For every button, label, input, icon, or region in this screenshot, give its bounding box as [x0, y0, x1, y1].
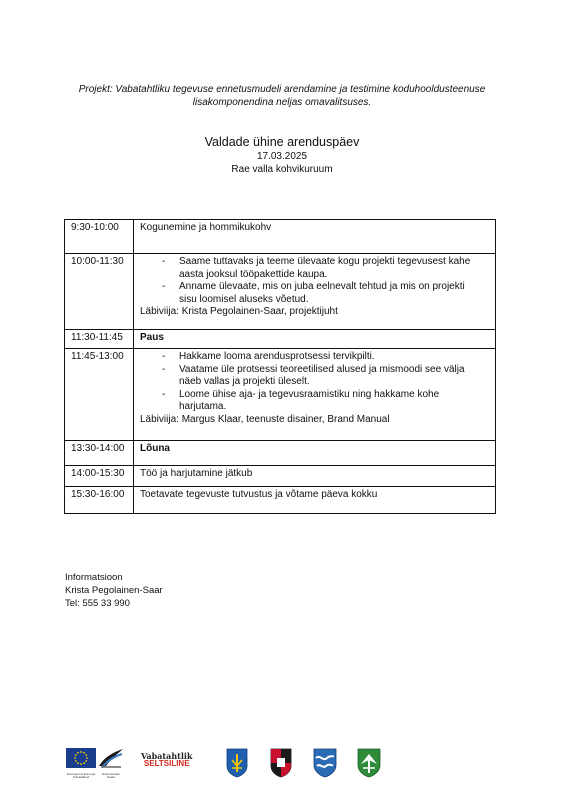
- agenda-time: 13:30-14:00: [71, 443, 125, 454]
- eu-star-icon: [80, 751, 82, 753]
- agenda-row: [65, 349, 496, 441]
- agenda-bullet-item: - Saame tuttavaks ja teeme ülevaate kogu projekti tegevusest kahe aasta jooksul tööpakettide kaupa.: [140, 256, 495, 281]
- agenda-row: [65, 466, 496, 487]
- agenda-time: 11:45-13:00: [71, 351, 124, 362]
- logo-strip: [0, 746, 564, 786]
- eesti-tuleviku-heaks-logo: [98, 746, 124, 779]
- agenda-activity: Toetavate tegevuste tutvustus ja võtame päeva kokku: [140, 489, 378, 500]
- coat-of-arms-green-white-icon: [357, 748, 381, 783]
- event-location: Rae valla kohvikuruum: [231, 164, 333, 175]
- eu-star-icon: [75, 760, 77, 762]
- eu-star-icon: [85, 760, 87, 762]
- agenda-bullet-list: [140, 256, 495, 306]
- agenda-time: 15:30-16:00: [71, 489, 125, 500]
- agenda-bullet-item: - Hakkame looma arendusprotsessi tervikpilti.: [140, 351, 495, 364]
- eu-star-icon: [75, 754, 77, 756]
- eu-star-icon: [86, 757, 88, 759]
- eu-star-icon: [77, 762, 79, 764]
- agenda-activity-cell: [134, 487, 496, 514]
- agenda-bullet-item: - Vaatame üle protsessi teoreetilised alused ja mismoodi see välja näeb vallas ja projekti üleselt.: [140, 364, 495, 389]
- seltsiline-logo-bottom: SELTSILINE: [143, 759, 190, 768]
- eu-star-icon: [83, 762, 85, 764]
- agenda-time-cell: [65, 466, 134, 487]
- agenda-time: 14:00-15:30: [71, 468, 125, 479]
- eu-star-icon: [74, 757, 76, 759]
- agenda-time-cell: [65, 330, 134, 349]
- agenda-bullet-list: [140, 351, 495, 414]
- seltsiline-logo: [141, 752, 192, 768]
- agenda-row: [65, 220, 496, 254]
- agenda-facilitator: Läbiviija: Margus Klaar, teenuste disainer, Brand Manual: [140, 413, 390, 425]
- agenda-activity-cell: [134, 466, 496, 487]
- agenda-activity-cell: [134, 220, 496, 254]
- contact-info: [65, 571, 163, 610]
- event-date: 17.03.2025: [256, 151, 308, 162]
- eu-logo-caption: Euroopa Liit Euroopa Sotsiaalfond: [66, 772, 96, 779]
- agenda-activity: Paus: [140, 332, 164, 343]
- agenda-time-cell: [65, 254, 134, 330]
- eu-star-icon: [83, 752, 85, 754]
- agenda-time-cell: [65, 349, 134, 441]
- agenda-time: 10:00-11:30: [71, 256, 124, 267]
- agenda-time-cell: [65, 441, 134, 466]
- agenda-bullet-item: - Anname ülevaate, mis on juba eelnevalt tehtud ja mis on projekti sisu loomisel aluseks võetud.: [140, 281, 495, 306]
- agenda-time: 11:30-11:45: [71, 332, 123, 343]
- contact-label: Informatsioon: [65, 572, 123, 583]
- agenda-activity-cell: [134, 254, 496, 330]
- agenda-row: [65, 330, 496, 349]
- agenda-row: [65, 441, 496, 466]
- event-heading: [0, 134, 564, 176]
- coat-of-arms-blue-wave-icon: [313, 748, 337, 783]
- agenda-row: [65, 254, 496, 330]
- eu-logo: [66, 748, 96, 779]
- contact-phone: Tel: 555 33 990: [65, 598, 130, 609]
- agenda-bullet-item: - Loome ühise aja- ja tegevusraamistiku ning hakkame kohe harjutama.: [140, 389, 495, 414]
- eu-star-icon: [77, 752, 79, 754]
- project-description: Projekt: Vabatahtliku tegevuse ennetusmudeli arendamine ja testimine koduhooldusteenuse lisakomponendina neljas omavalitsuses.: [78, 84, 486, 108]
- eest-logo-caption: Eesti tuleviku heaks: [102, 772, 120, 779]
- agenda-facilitator: Läbiviija: Krista Pegolainen-Saar, projektijuht: [140, 306, 338, 317]
- agenda-activity-cell: [134, 330, 496, 349]
- contact-name: Krista Pegolainen-Saar: [65, 585, 163, 596]
- agenda-activity: Lõuna: [140, 443, 170, 454]
- agenda-activity: Kogunemine ja hommikukohv: [140, 222, 272, 233]
- agenda-table: [64, 219, 496, 514]
- agenda-activity-cell: [134, 441, 496, 466]
- agenda-activity-cell: [134, 349, 496, 441]
- agenda-time-cell: [65, 487, 134, 514]
- coat-of-arms-red-black-icon: [270, 748, 292, 783]
- seltsiline-logo-top: Vabatahtlik: [141, 751, 193, 761]
- agenda-time-cell: [65, 220, 134, 254]
- agenda-activity: Töö ja harjutamine jätkub: [140, 468, 253, 479]
- coat-of-arms-blue-yellow-icon: [226, 748, 248, 783]
- eu-star-icon: [85, 754, 87, 756]
- event-title: Valdade ühine arenduspäev: [204, 135, 360, 149]
- eu-star-icon: [80, 763, 82, 765]
- agenda-row: [65, 487, 496, 514]
- agenda-time: 9:30-10:00: [71, 222, 119, 233]
